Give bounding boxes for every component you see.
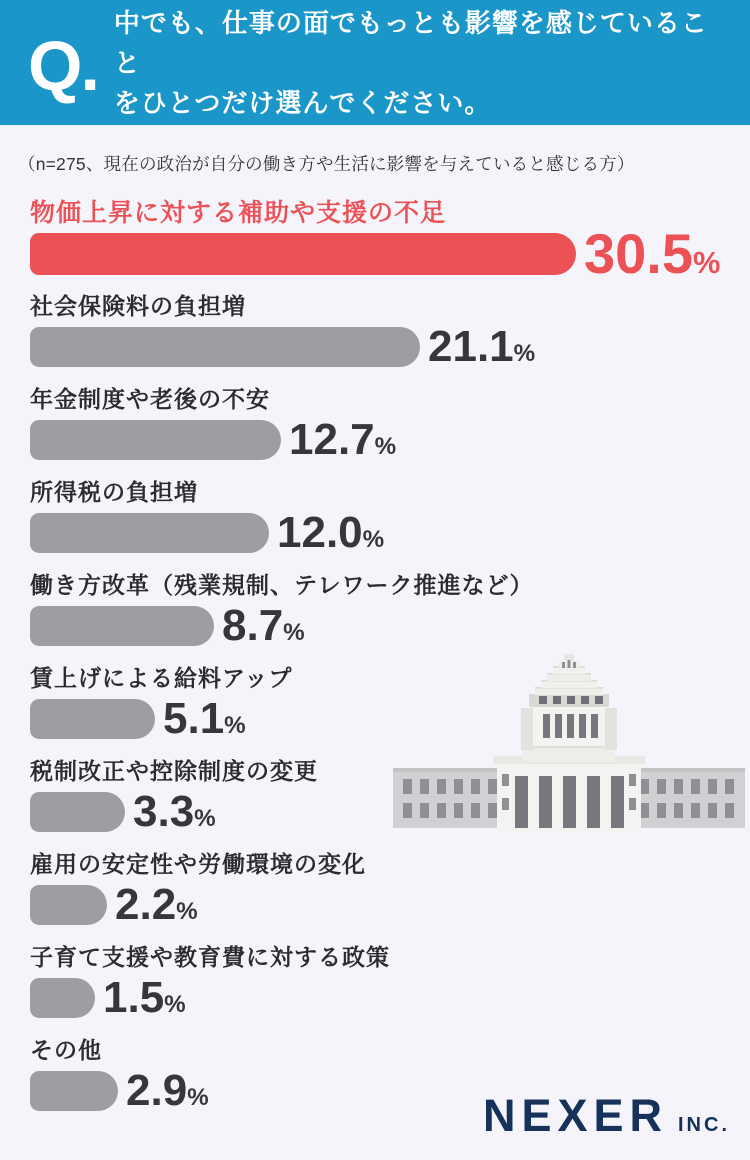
bar-label: 働き方改革（残業規制、テレワーク推進など） [30,572,534,598]
bar [30,885,107,925]
bar [30,699,155,739]
bar-row [30,322,750,371]
question-header [0,0,750,125]
bar-label: 所得税の負担増 [30,479,198,505]
bar-value [222,601,305,650]
bar [30,1071,118,1111]
bar-value [126,1066,209,1115]
question-line-2: をひとつだけ選んでください。 [113,87,492,118]
bar-value [584,222,721,285]
bar-value-number: 21.1 [428,322,514,371]
bar-value-number: 2.9 [126,1066,188,1115]
bar-row [30,415,750,464]
bar-value-unit: % [164,991,186,1018]
bar-label: 雇用の安定性や労働環境の変化 [30,851,366,877]
bar [30,606,214,646]
bar-value-number: 3.3 [133,787,195,836]
bar-value [163,694,246,743]
bar-value-unit: % [187,1084,209,1111]
bar-label: その他 [30,1037,102,1063]
bar-value-unit: % [513,340,536,367]
nexer-logo-text: NEXER [482,1090,668,1141]
bar-value-unit: % [374,433,397,460]
bar-label: 子育て支援や教育費に対する政策 [30,944,390,970]
bar-value-number: 12.7 [289,415,375,464]
bar-value-unit: % [693,245,721,280]
bar-value-unit: % [362,526,385,553]
bar-value [277,508,385,557]
bar-row [30,694,750,743]
bar-item [30,385,750,464]
nexer-logo [482,1090,730,1141]
bar-value-number: 8.7 [222,601,284,650]
bar-chart [0,199,750,1115]
bar-label: 賃上げによる給料アップ [30,665,293,691]
bar-label: 社会保険料の負担増 [30,293,246,319]
bar [30,420,281,460]
bar-value [115,880,198,929]
bar-value-unit: % [224,712,246,739]
bar [30,327,420,367]
bar-value-number: 5.1 [163,694,225,743]
bar-row [30,601,750,650]
q-mark: Q. [28,27,98,105]
bar-value [428,322,536,371]
bar-item [30,199,750,285]
bar-value [133,787,216,836]
bar-label: 年金制度や老後の不安 [30,386,270,412]
bar [30,513,269,553]
bar-row [30,222,750,285]
bar-value-unit: % [176,898,198,925]
bar-value-unit: % [283,619,305,646]
bar-highlight [30,233,576,275]
bar-value [103,973,186,1022]
bar-label: 物価上昇に対する補助や支援の不足 [30,199,447,227]
bar-item [30,478,750,557]
bar-item [30,850,750,929]
bar-row [30,973,750,1022]
bar-value-number: 1.5 [103,973,165,1022]
bar [30,978,95,1018]
bar-value-number: 30.5 [584,222,693,285]
bar-row [30,880,750,929]
bar-value-number: 12.0 [277,508,363,557]
nexer-logo-suffix: INC. [678,1114,730,1136]
bar-label: 税制改正や控除制度の変更 [30,758,318,784]
bar-value-number: 2.2 [115,880,177,929]
bar-value [289,415,397,464]
question-text [114,3,724,123]
bar-item [30,664,750,743]
bar-item [30,757,750,836]
sample-note: （n=275、現在の政治が自分の働き方や生活に影響を与えていると感じる方） [18,154,635,174]
bar-value-unit: % [194,805,216,832]
bar [30,792,125,832]
bar-item [30,571,750,650]
bar-row [30,508,750,557]
bar-item [30,292,750,371]
bar-row [30,787,750,836]
question-line-1: 中でも、仕事の面でもっとも影響を感じていること [113,7,708,78]
bar-item [30,943,750,1022]
